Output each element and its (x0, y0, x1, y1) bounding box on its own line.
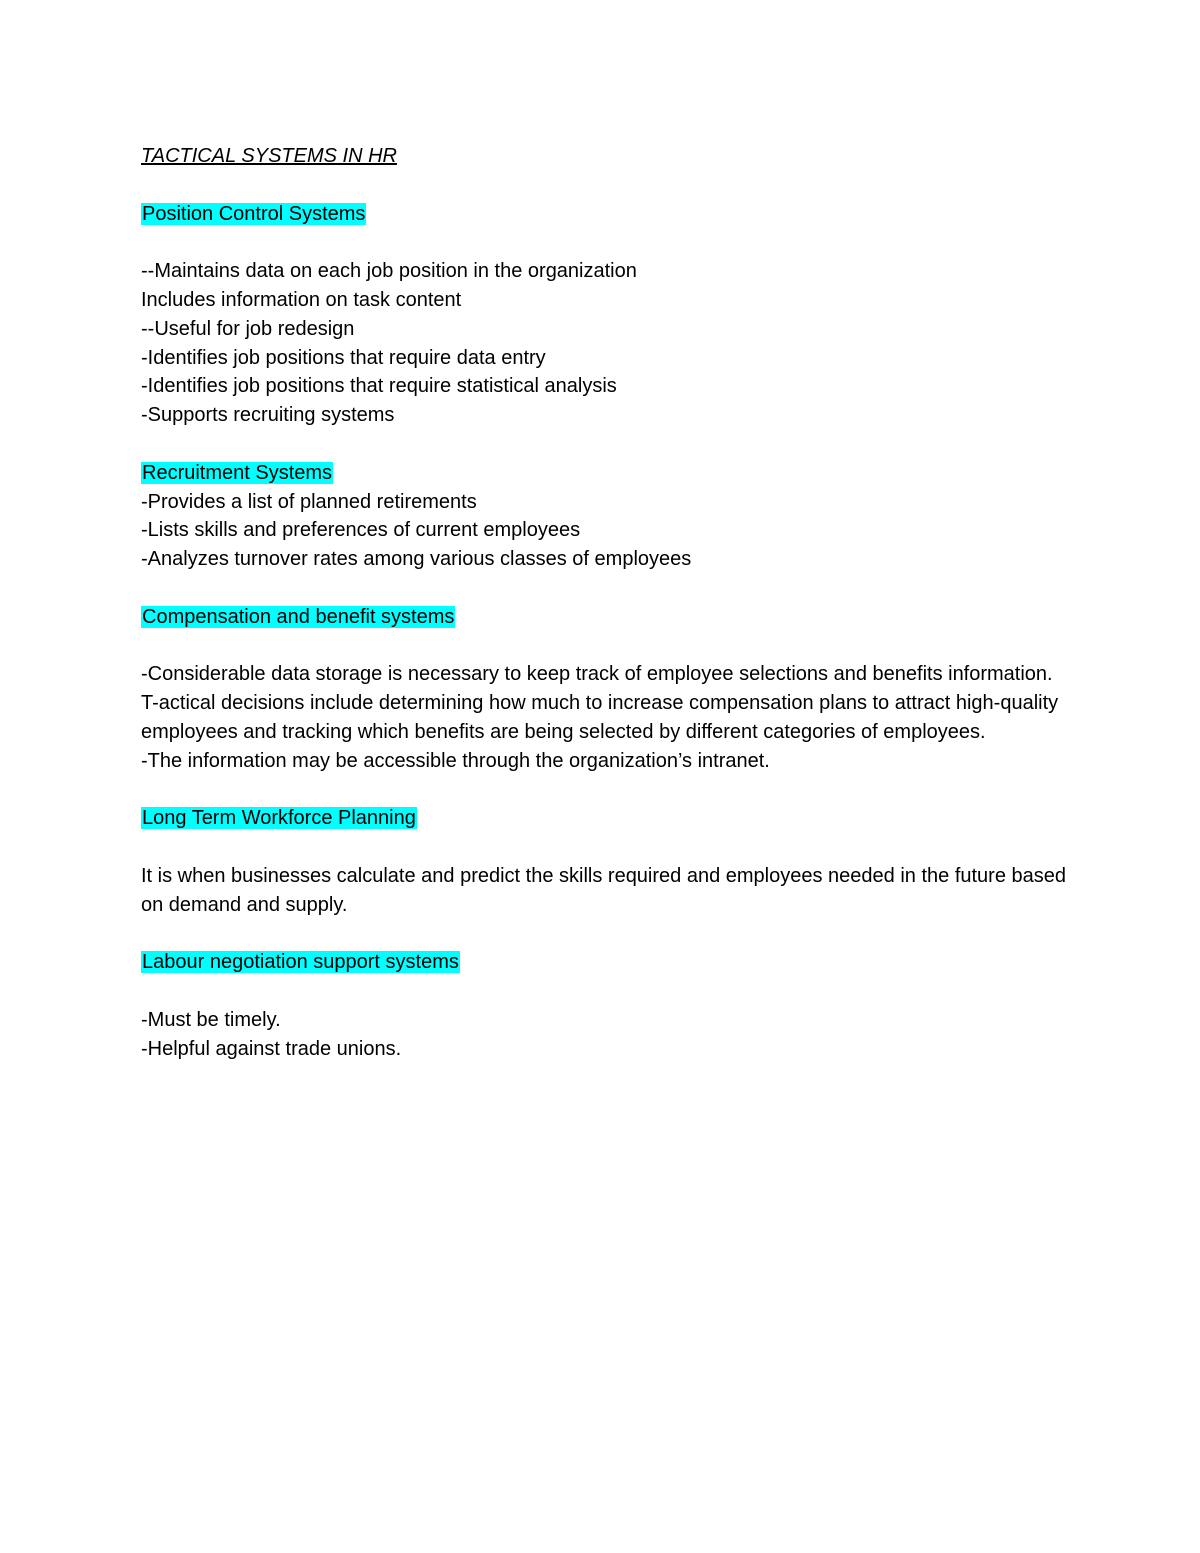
spacer (141, 574, 1071, 603)
list-item: -Supports recruiting systems (141, 404, 395, 427)
spacer (141, 776, 1071, 805)
spacer (141, 632, 1071, 661)
heading-recruitment: Recruitment Systems (142, 461, 333, 484)
document-body (141, 142, 1071, 1064)
spacer (141, 171, 1071, 200)
list-item: -Identifies job positions that require data entry (141, 346, 546, 369)
paragraph: -Considerable data storage is necessary to keep track of employee selections and benefits information. (141, 663, 1053, 686)
paragraph: It is when businesses calculate and predict the skills required and employees needed in the future based on demand and supply. (141, 864, 1067, 916)
heading-workforce-planning: Long Term Workforce Planning (142, 807, 416, 830)
document-title: TACTICAL SYSTEMS IN HR (141, 145, 397, 167)
spacer (141, 920, 1071, 949)
list-item: -Identifies job positions that require statistical analysis (141, 375, 617, 398)
list-item: --Maintains data on each job position in the organization (141, 260, 637, 283)
spacer (141, 430, 1071, 459)
heading-labour-negotiation: Labour negotiation support systems (142, 951, 459, 974)
heading-position-control: Position Control Systems (142, 202, 366, 225)
list-item: -Analyzes turnover rates among various classes of employees (141, 548, 692, 571)
paragraph: -The information may be accessible through the organization’s intranet. (141, 749, 770, 772)
spacer (141, 228, 1071, 257)
list-item: -Provides a list of planned retirements (141, 490, 477, 513)
list-item: -Lists skills and preferences of current employees (141, 519, 581, 542)
spacer (141, 977, 1071, 1006)
paragraph: T-actical decisions include determining how much to increase compensation plans to attract high-quality employees and tracking which benefits are being selected by different categories of employees. (141, 692, 1059, 743)
list-item: Includes information on task content (141, 288, 462, 311)
list-item: -Helpful against trade unions. (141, 1037, 402, 1060)
heading-compensation: Compensation and benefit systems (142, 605, 455, 628)
spacer (141, 833, 1071, 862)
list-item: -Must be timely. (141, 1008, 281, 1031)
list-item: --Useful for job redesign (141, 317, 355, 340)
